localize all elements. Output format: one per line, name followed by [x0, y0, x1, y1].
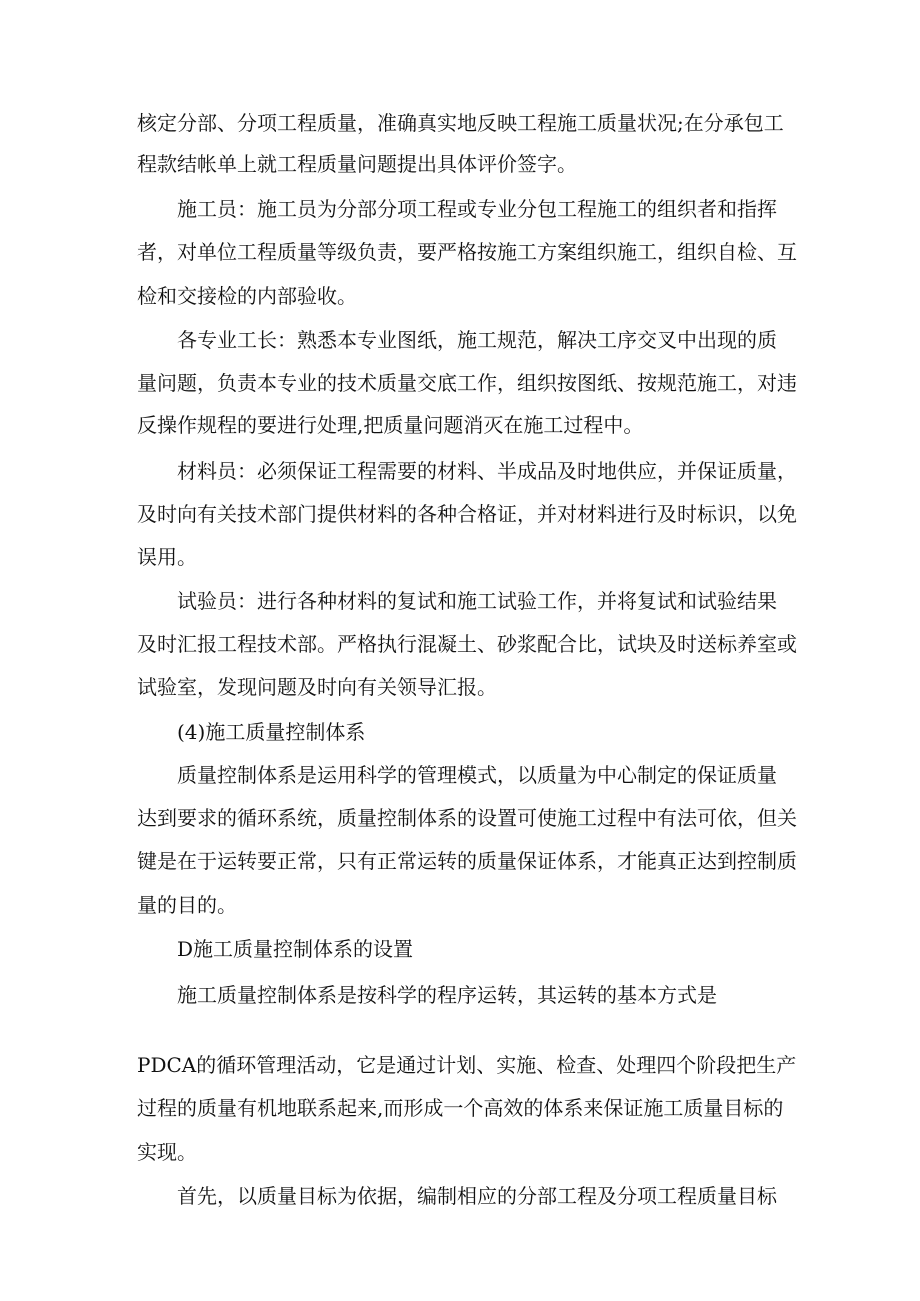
body-text-line: 量的目的。 — [137, 893, 237, 917]
body-text-line: 键是在于运转要正常，只有正常运转的质量保证体系，才能真正达到控制质 — [137, 849, 797, 873]
body-text-line: 实现。 — [137, 1140, 197, 1164]
paragraph-first-line: 试验员：进行各种材料的复试和施工试验工作，并将复试和试验结果 — [177, 589, 777, 613]
body-text-line: 量问题，负责本专业的技术质量交底工作，组织按图纸、按规范施工，对违 — [137, 371, 797, 395]
body-text-line: PDCA的循环管理活动，它是通过计划、实施、检查、处理四个阶段把生产 — [137, 1053, 797, 1077]
body-text-line: 程款结帐单上就工程质量问题提出具体评价签字。 — [137, 152, 577, 176]
body-text-line: 者，对单位工程质量等级负责，要严格按施工方案组织施工，组织自检、互 — [137, 240, 797, 264]
paragraph-first-line: 材料员：必须保证工程需要的材料、半成品及时地供应，并保证质量， — [177, 459, 797, 483]
section-heading: (4)施工质量控制体系 — [177, 720, 366, 744]
body-text-line: 及时向有关技术部门提供材料的各种合格证，并对材料进行及时标识，以免 — [137, 502, 797, 526]
body-text-line: 试验室，发现问题及时向有关领导汇报。 — [137, 675, 497, 699]
body-text-line: 核定分部、分项工程质量，准确真实地反映工程施工质量状况;在分承包工 — [137, 111, 784, 135]
body-text-line: 误用。 — [137, 545, 197, 569]
paragraph-first-line: 施工质量控制体系是按科学的程序运转，其运转的基本方式是 — [177, 983, 717, 1007]
paragraph-first-line: 各专业工长：熟悉本专业图纸，施工规范，解决工序交叉中出现的质 — [177, 328, 777, 352]
body-text-line: 及时汇报工程技术部。严格执行混凝土、砂浆配合比，试块及时送标养室或 — [137, 632, 797, 656]
paragraph-first-line: 首先，以质量目标为依据，编制相应的分部工程及分项工程质量目标 — [177, 1184, 777, 1208]
paragraph-first-line: 施工员：施工员为分部分项工程或专业分包工程施工的组织者和指挥 — [177, 197, 777, 221]
body-text-line: 检和交接检的内部验收。 — [137, 284, 357, 308]
body-text-line: 反操作规程的要进行处理,把质量问题消灭在施工过程中。 — [137, 413, 644, 437]
paragraph-first-line: 质量控制体系是运用科学的管理模式，以质量为中心制定的保证质量 — [177, 763, 777, 787]
body-text-line: 达到要求的循环系统，质量控制体系的设置可使施工过程中有法可依，但关 — [137, 806, 797, 830]
body-text-line: 过程的质量有机地联系起来,而形成一个高效的体系来保证施工质量目标的 — [137, 1096, 784, 1120]
subsection-heading: D施工质量控制体系的设置 — [177, 937, 414, 961]
